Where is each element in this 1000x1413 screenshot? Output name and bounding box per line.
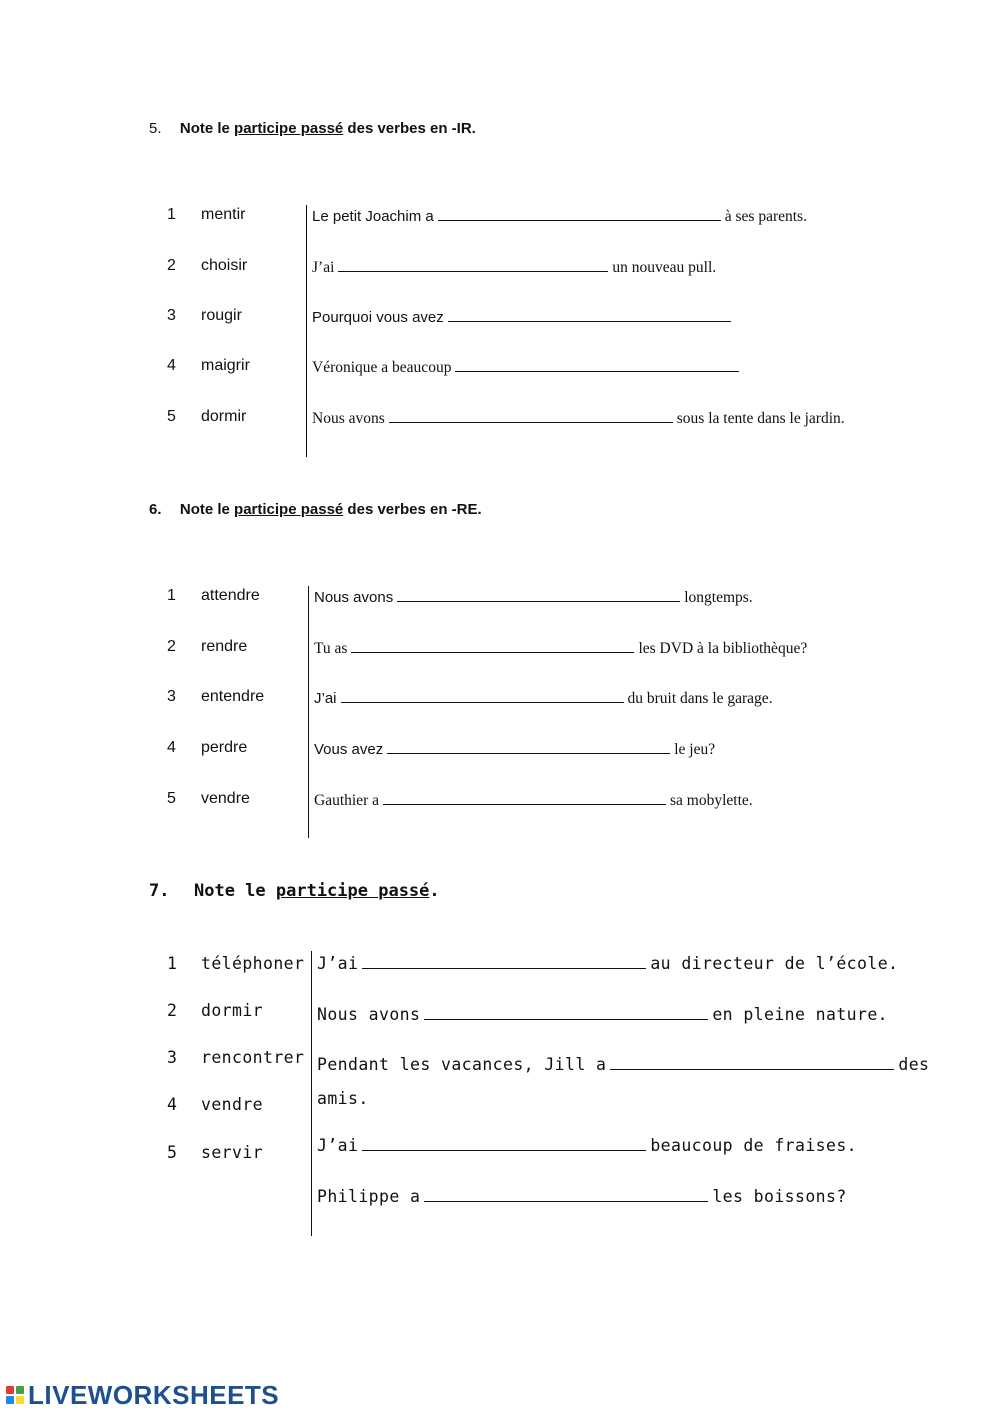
- sentence-6-3: J’ai du bruit dans le garage.: [314, 690, 773, 707]
- row-number: 2: [167, 638, 176, 655]
- verb-label: téléphoner: [201, 954, 305, 973]
- verb-label: servir: [201, 1143, 264, 1162]
- answer-blank[interactable]: [455, 357, 739, 372]
- section6-heading: 6. Note le participe passé des verbes en -RE.: [149, 501, 482, 518]
- sentence-7-3: Pendant les vacances, Jill a des: [317, 1055, 930, 1074]
- section6-number: 6.: [149, 501, 162, 518]
- sentence-5-5: Nous avons sous la tente dans le jardin.: [312, 410, 845, 427]
- answer-blank[interactable]: [389, 408, 673, 423]
- row-number: 2: [167, 1001, 178, 1020]
- verb-label: attendre: [201, 587, 260, 604]
- answer-blank[interactable]: [351, 638, 634, 653]
- sentence-5-2: J’ai un nouveau pull.: [312, 259, 717, 276]
- sentence-6-5: Gauthier a sa mobylette.: [314, 792, 753, 809]
- row-number: 5: [167, 1143, 178, 1162]
- sentence-7-1: J’ai au directeur de l’école.: [317, 954, 899, 973]
- verb-label: choisir: [201, 257, 248, 274]
- answer-blank[interactable]: [438, 206, 721, 221]
- sentence-5-1: Le petit Joachim a à ses parents.: [312, 208, 807, 225]
- row-number: 4: [167, 357, 176, 374]
- section7-number: 7.: [149, 881, 170, 901]
- row-number: 5: [167, 790, 176, 807]
- sentence-7-4: J’ai beaucoup de fraises.: [317, 1136, 858, 1155]
- answer-blank[interactable]: [362, 954, 646, 969]
- verb-label: vendre: [201, 790, 250, 807]
- row-number: 3: [167, 1048, 178, 1067]
- verb-label: dormir: [201, 408, 247, 425]
- section7-heading: 7. Note le participe passé.: [149, 881, 440, 901]
- liveworksheets-logo[interactable]: [6, 1380, 279, 1410]
- row-number: 1: [167, 587, 176, 604]
- logo-block: [6, 1386, 14, 1394]
- verb-label: rendre: [201, 638, 248, 655]
- row-number: 4: [167, 1095, 178, 1114]
- sentence-7-2: Nous avons en pleine nature.: [317, 1005, 889, 1024]
- answer-blank[interactable]: [424, 1187, 708, 1202]
- sentence-7-3-cont: amis.: [317, 1089, 369, 1108]
- answer-blank[interactable]: [362, 1136, 646, 1151]
- sentence-7-5: Philippe a les boissons?: [317, 1187, 847, 1206]
- answer-blank[interactable]: [383, 790, 666, 805]
- verb-label: rougir: [201, 307, 242, 324]
- answer-blank[interactable]: [448, 307, 731, 322]
- section5-heading: 5. Note le participe passé des verbes en -IR.: [149, 120, 476, 137]
- answer-blank[interactable]: [387, 739, 670, 754]
- verb-label: maigrir: [201, 357, 250, 374]
- logo-block: [16, 1396, 24, 1404]
- logo-blocks-icon: [6, 1386, 24, 1404]
- logo-text: LIVEWORKSHEETS: [28, 1379, 280, 1410]
- verb-label: entendre: [201, 688, 265, 705]
- answer-blank[interactable]: [424, 1005, 708, 1020]
- section5-number: 5.: [149, 120, 162, 137]
- answer-blank[interactable]: [341, 688, 624, 703]
- sentence-5-4: Véronique a beaucoup: [312, 357, 743, 377]
- verb-label: perdre: [201, 739, 248, 756]
- sentence-6-2: Tu as les DVD à la bibliothèque?: [314, 640, 808, 657]
- section7-divider: [311, 951, 312, 1236]
- logo-block: [6, 1396, 14, 1404]
- row-number: 4: [167, 739, 176, 756]
- answer-blank[interactable]: [338, 257, 608, 272]
- sentence-6-4: Vous avez le jeu?: [314, 741, 716, 758]
- answer-blank[interactable]: [610, 1055, 894, 1070]
- verb-label: dormir: [201, 1001, 264, 1020]
- answer-blank[interactable]: [397, 587, 680, 602]
- row-number: 3: [167, 688, 176, 705]
- sentence-5-3: Pourquoi vous avez: [312, 307, 735, 327]
- row-number: 2: [167, 257, 176, 274]
- sentence-6-1: Nous avons longtemps.: [314, 589, 753, 606]
- verb-label: vendre: [201, 1095, 264, 1114]
- verb-label: rencontrer: [201, 1048, 305, 1067]
- section6-divider: [308, 586, 309, 838]
- row-number: 3: [167, 307, 176, 324]
- section5-divider: [306, 205, 307, 457]
- logo-block: [16, 1386, 24, 1394]
- row-number: 1: [167, 206, 176, 223]
- row-number: 1: [167, 954, 178, 973]
- verb-label: mentir: [201, 206, 246, 223]
- row-number: 5: [167, 408, 176, 425]
